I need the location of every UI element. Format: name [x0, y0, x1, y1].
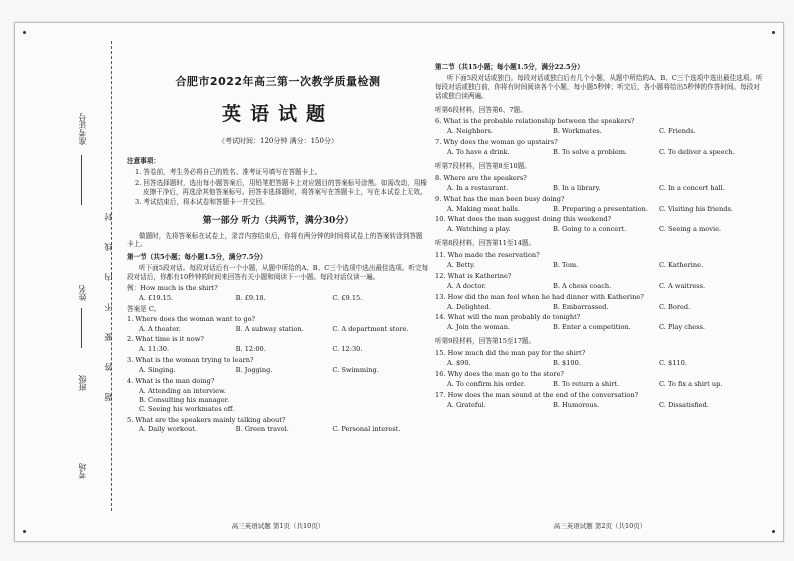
question: 8. Where are the speakers? — [435, 173, 527, 182]
example-question: 例：How much is the shirt? — [127, 283, 218, 292]
question-options — [447, 303, 765, 312]
option: A. To confirm his order. — [447, 379, 526, 388]
option: B. Workmates. — [553, 127, 602, 136]
option: A. Daily workout. — [139, 425, 197, 434]
section2-title: 第二节（共15小题；每小题1.5分，满分22.5分） — [435, 63, 584, 71]
option: B. Green travel. — [235, 425, 289, 434]
page-1 — [127, 23, 429, 541]
option: A. Betty. — [447, 261, 475, 270]
option: C. Dissatisfied. — [659, 400, 709, 409]
option: B. Tom. — [553, 261, 579, 270]
question: 11. Who made the reservation? — [435, 251, 540, 260]
page-2 — [435, 23, 765, 541]
staple-mark — [772, 530, 775, 533]
option: C. Swimming. — [332, 366, 379, 375]
question-options — [447, 148, 765, 157]
material-lead: 听第6段材料，回答第6、7题。 — [435, 105, 527, 114]
option: A. Watching a play. — [447, 225, 511, 234]
notice-item: 3. 考试结束后，将本试卷和答题卡一并交回。 — [135, 198, 269, 207]
question: 7. Why does the woman go upstairs? — [435, 138, 558, 147]
question-options — [139, 425, 429, 434]
option: A. Attending an interview. — [139, 386, 226, 395]
time-info: （考试时间：120分钟 满分：150分） — [218, 137, 338, 146]
question-options — [139, 345, 429, 354]
option: B. To return a shirt. — [553, 379, 620, 388]
question: 12. What is Katherine? — [435, 271, 512, 280]
option: B. A subway station. — [235, 324, 304, 333]
option: C. Seeing a movie. — [659, 225, 722, 234]
question: 4. What is the man doing? — [127, 376, 215, 385]
seal-word: 要 — [104, 333, 113, 341]
section2-intro: 听下面5段对话或独白。每段对话或独白后有几个小题，从题中所给的A、B、C三个选项中选出最佳选项。听每段对话或独白前，你将有时间阅读各个小题，每小题5秒钟；听完后，各小题将给出5秒钟的作答时间。每段对话或独白读两遍。 — [435, 73, 763, 100]
exam-sheet — [14, 22, 784, 542]
question: 3. What is the woman trying to learn? — [127, 356, 254, 365]
option: C. £9.15. — [332, 293, 363, 302]
material-lead: 听第9段材料，回答第15至17题。 — [435, 337, 536, 346]
question-options — [447, 225, 765, 234]
page-footer: 高三英语试题 第2页（共10页） — [553, 522, 647, 531]
option: C. Friends. — [659, 127, 696, 136]
question-options — [447, 401, 765, 410]
option: B. Enter a competition. — [553, 323, 631, 332]
option: C. $110. — [659, 359, 687, 368]
part1-intro: 做题时，先将答案标在试卷上，录音内容结束后，你将有两分钟的时间将试卷上的答案转涂到答题卡上。 — [127, 231, 423, 249]
option: C. Personal interest. — [332, 425, 401, 434]
seal-word: 封 — [104, 213, 113, 221]
page-footer: 高三英语试题 第1页（共10页） — [231, 522, 325, 531]
option: B. Preparing a presentation. — [553, 204, 648, 213]
option: A. Join the woman. — [447, 323, 511, 332]
question-options — [447, 282, 765, 291]
class-label: 班级 — [78, 375, 87, 391]
option: A. In a restaurant. — [447, 183, 509, 192]
question: 1. Where does the woman want to go? — [127, 314, 256, 323]
material-lead: 听第7段材料，回答第8至10题。 — [435, 162, 531, 171]
question-options — [139, 325, 429, 334]
option: A. 11:30. — [139, 345, 170, 354]
example-options — [139, 294, 429, 303]
section1-title: 第一节（共5小题；每小题1.5分，满分7.5分） — [127, 253, 267, 262]
option: B. $100. — [553, 359, 581, 368]
option: A. Singing. — [139, 366, 176, 375]
section2-questions — [435, 106, 765, 410]
question-options — [447, 380, 765, 389]
option: C. In a concert hall. — [659, 183, 725, 192]
notice-item: 1. 答卷前，考生务必将自己的姓名、准考证号填写在答题卡上。 — [135, 167, 322, 176]
option: C. 12:30. — [332, 345, 363, 354]
question: 15. How much did the man pay for the shirt? — [435, 349, 586, 358]
exam-title: 合肥市2022年高三第一次教学质量检测 — [175, 75, 381, 88]
option: B. To solve a problem. — [553, 148, 628, 157]
seal-word: 答 — [104, 363, 113, 371]
seat-label: 考场 — [78, 463, 87, 479]
notice-block — [127, 157, 429, 207]
option: B. Consulting his manager. — [139, 395, 230, 404]
example-answer: 答案是 C。 — [127, 304, 161, 313]
option: A. Making meat balls. — [447, 204, 520, 213]
option: C. Bored. — [659, 302, 691, 311]
material-lead: 听第8段材料，回答第11至14题。 — [435, 239, 536, 248]
option: A. To have a drink. — [447, 148, 510, 157]
option: B. £9.18. — [235, 293, 266, 302]
seal-word: 内 — [104, 273, 113, 281]
question-options — [139, 366, 429, 375]
name-label: 姓名 — [78, 285, 87, 301]
question-options — [447, 261, 765, 270]
seal-word: 线 — [104, 243, 113, 251]
staple-mark — [23, 530, 26, 533]
question-options — [447, 205, 765, 214]
question: 17. How does the man sound at the end of the conversation? — [435, 390, 639, 399]
question: 16. Why does the man go to the store? — [435, 369, 564, 378]
staple-mark — [772, 31, 775, 34]
binding-margin — [75, 23, 123, 541]
part1-title: 第一部分 听力（共两节，满分30分） — [202, 216, 354, 227]
question: 5. What are the speakers mainly talking about? — [127, 415, 286, 424]
option: C. To fix a shirt up. — [659, 379, 723, 388]
option: B. Humorous. — [553, 400, 600, 409]
option: A. Grateful. — [447, 400, 486, 409]
option: A. Delighted. — [447, 302, 491, 311]
subject-title: 英语试题 — [221, 102, 334, 125]
option: A. Neighbors. — [447, 127, 494, 136]
staple-mark — [23, 31, 26, 34]
option: A. £19.15. — [139, 293, 174, 302]
question-options — [447, 127, 765, 136]
seal-word: 不 — [104, 303, 113, 311]
question: 2. What time is it now? — [127, 335, 204, 344]
section1-intro: 听下面5段对话。每段对话后有一个小题，从题中所给的A、B、C三个选项中选出最佳选项。听完每段对话后，你都有10秒钟的时间来回答有关小题和阅读下一小题。每段对话仅读一遍。 — [127, 264, 429, 282]
question: 14. What will the man probably do tonight? — [435, 313, 581, 322]
option: B. Embarrassed. — [553, 302, 609, 311]
question: 6. What is the probable relationship between the speakers? — [435, 117, 635, 126]
question-options — [447, 323, 765, 332]
option: A. A doctor. — [447, 281, 486, 290]
option: C. A waitress. — [659, 281, 706, 290]
question-options — [447, 359, 765, 368]
notice-item: 2. 回答选择题时，选出每小题答案后，用铅笔把答题卡上对应题目的答案标号涂黑。如需改动，用橡皮擦干净后，再选涂其他答案标号。回答非选择题时，将答案写在答题卡上，写在本试卷上无效。 — [135, 178, 427, 196]
notice-title: 注意事项： — [127, 156, 160, 165]
option: A. $90. — [447, 359, 471, 368]
seal-word: 题 — [104, 393, 113, 401]
question: 13. How did the man feel when he had dinner with Katherine? — [435, 292, 644, 301]
option: B. Jogging. — [235, 366, 273, 375]
exam-no-blank — [81, 155, 83, 205]
option: C. Seeing his workmates off. — [139, 404, 235, 413]
question-options — [447, 184, 765, 193]
name-blank — [81, 308, 83, 348]
option: B. 12:00. — [235, 345, 266, 354]
option: B. Going to a concert. — [553, 225, 627, 234]
option: C. Katherine. — [659, 261, 704, 270]
option: B. A chess coach. — [553, 281, 612, 290]
option: B. In a library. — [553, 183, 601, 192]
exam-no-label: 准考证号 — [78, 113, 87, 145]
option: C. Play chess. — [659, 323, 706, 332]
option: C. A department store. — [332, 324, 409, 333]
question-options — [139, 387, 429, 414]
option: C. To deliver a speech. — [659, 148, 735, 157]
option: A. A theater. — [139, 324, 181, 333]
question: 10. What does the man suggest doing this weekend? — [435, 215, 612, 224]
option: C. Visiting his friends. — [659, 204, 733, 213]
question: 9. What has the man been busy doing? — [435, 194, 565, 203]
